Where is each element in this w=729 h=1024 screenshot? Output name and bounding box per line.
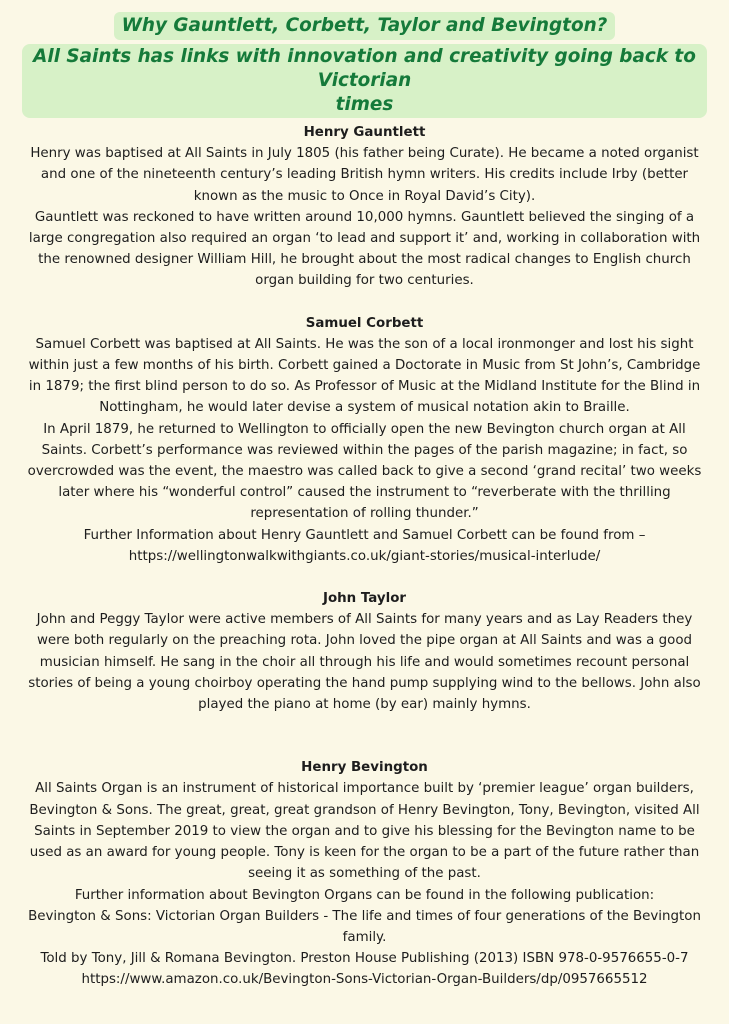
section-title: Samuel Corbett — [305, 315, 424, 331]
paragraph: In April 1879, he returned to Wellington to officially open the new Bevington church organ at All Saints. Corbett’s performance was reviewed within the pages of the parish magazine; in fact, so overcrowded was the event, the maestro was called back to give a second ‘grand recital’ two weeks later where his “wonderful control” caused the instrument to “reverberate with the thrilling representation of rolling thunder.” — [27, 421, 702, 522]
paragraph: Henry was baptised at All Saints in July 1805 (his father being Curate). He became a noted organist and one of the nineteenth century’s leading British hymn writers. His credits include Irby (better known as the music to Once in Royal David’s City). — [30, 146, 699, 204]
page-subtitle — [22, 44, 707, 118]
paragraph: John and Peggy Taylor were active members of All Saints for many years and as Lay Readers they were both regularly on the preaching rota. John loved the pipe organ at All Saints and was a good musician himself. He sang in the choir all through his life and would sometimes recount personal stories of being a young choirboy operating the hand pump supplying wind to the bellows. John also played the piano at home (by ear) mainly hymns. — [28, 612, 701, 713]
section-henry-bevington — [22, 757, 707, 990]
section-john-taylor — [22, 588, 707, 715]
paragraph: Further Information about Henry Gauntlett and Samuel Corbett can be found from – — [83, 527, 646, 543]
page-subtitle-line-1: All Saints has links with innovation and creativity going back to Victorian — [33, 46, 696, 91]
section-samuel-corbett — [22, 313, 707, 567]
url-text: https://wellingtonwalkwithgiants.co.uk/giant-stories/musical-interlude/ — [128, 548, 601, 564]
paragraph: All Saints Organ is an instrument of historical importance built by ‘premier league’ organ builders, Bevington & Sons. The great, great, great grandson of Henry Bevington, Tony, Bevington, visited All Saints in September 2019 to view the organ and to give his blessing for the Bevington name to be used as an award for young people. Tony is keen for the organ to be a part of the future rather than seeing it as something of the past. — [29, 781, 700, 882]
section-title: John Taylor — [322, 591, 407, 607]
paragraph: Further information about Bevington Organs can be found in the following publication: — [74, 887, 655, 903]
section-title: Henry Bevington — [301, 760, 428, 776]
page-subtitle-line-2: times — [335, 94, 394, 115]
paragraph: Bevington & Sons: Victorian Organ Builders - The life and times of four generations of the Bevington family. — [28, 908, 701, 945]
url-text: https://www.amazon.co.uk/Bevington-Sons-Victorian-Organ-Builders/dp/0957665512 — [81, 972, 648, 988]
paragraph: Gauntlett was reckoned to have written around 10,000 hymns. Gauntlett believed the singing of a large congregation also required an organ ‘to lead and support it’ and, working in collaboration with the renowned designer William Hill, he brought about the most radical changes to English church organ building for two centuries. — [28, 209, 701, 289]
section-title: Henry Gauntlett — [303, 125, 426, 140]
section-henry-gauntlett — [22, 122, 707, 292]
paragraph: Samuel Corbett was baptised at All Saints. He was the son of a local ironmonger and lost his sight within just a few months of his birth. Corbett gained a Doctorate in Music from St John’s, Cambridge in 1879; the first blind person to do so. As Professor of Music at the Midland Institute for the Blind in Nottingham, he would later devise a system of musical notation akin to Braille. — [28, 336, 701, 416]
page-title: Why Gauntlett, Corbett, Taylor and Bevington? — [114, 12, 616, 40]
heading-block — [22, 12, 707, 118]
paragraph: Told by Tony, Jill & Romana Bevington. Preston House Publishing (2013) ISBN 978-0-9576655-0-7 — [40, 951, 689, 967]
